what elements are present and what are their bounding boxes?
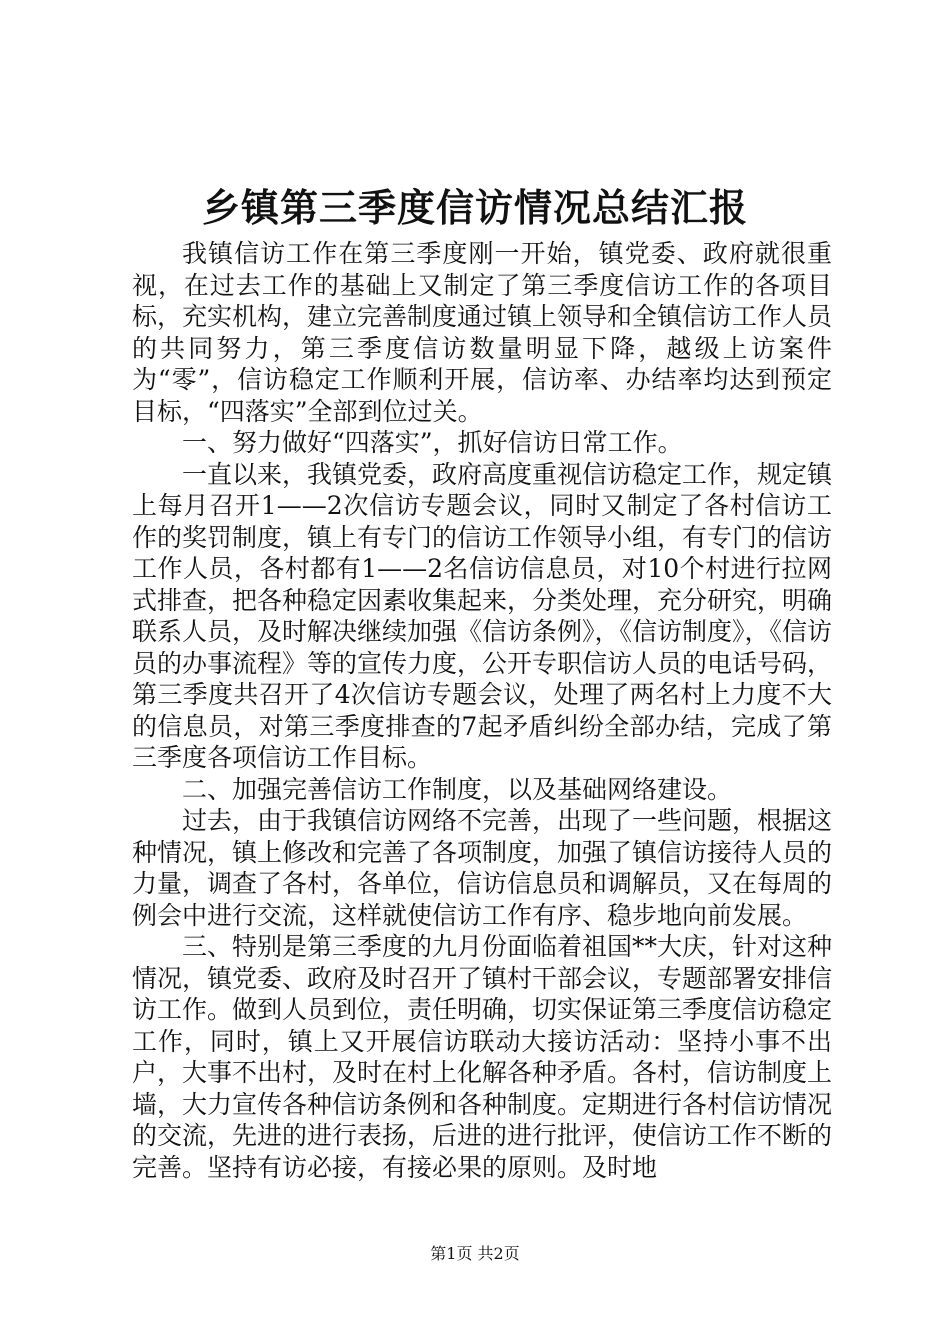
page-footer: 第1页 共2页 [430, 1244, 520, 1263]
paragraph-section-1: 一直以来，我镇党委，政府高度重视信访稳定工作，规定镇上每月召开1——2次信访专题会议，同时又制定了各村信访工作的奖罚制度，镇上有专门的信访工作领导小组，有专门的信访工作人员，各村都有1——2名信访信息员，对10个村进行拉网式排查，把各种稳定因素收集起来，分类处理，充分研究，明确联系人员，及时解决继续加强《信访条例》，《信访制度》，《信访员的办事流程》等的宣传力度，公开专职信访人员的电话号码，第三季度共召开了4次信访专题会议，处理了两名村上力度不大的信息员，对第三季度排查的7起矛盾纠纷全部办结，完成了第三季度各项信访工作目标。 [132, 459, 833, 772]
paragraph-section-3: 三、特别是第三季度的九月份面临着祖国**大庆，针对这种情况，镇党委、政府及时召开了镇村干部会议，专题部署安排信访工作。做到人员到位，责任明确，切实保证第三季度信访稳定工作，同时，镇上又开展信访联动大接访活动：坚持小事不出户，大事不出村，及时在村上化解各种矛盾。各村，信访制度上墙，大力宣传各种信访条例和各种制度。定期进行各村信访情况的交流，先进的进行表扬，后进的进行批评，使信访工作不断的完善。坚持有访必接，有接必果的原则。及时地 [132, 932, 833, 1182]
section-heading-1: 一、努力做好“四落实”，抓好信访日常工作。 [182, 428, 683, 457]
section-heading-2: 二、加强完善信访工作制度，以及基础网络建设。 [182, 774, 733, 804]
document-title: 乡镇第三季度信访情况总结汇报 [201, 185, 748, 230]
paragraph-intro: 我镇信访工作在第三季度刚一开始，镇党委、政府就很重视，在过去工作的基础上又制定了第三季度信访工作的各项目标，充实机构，建立完善制度通过镇上领导和全镇信访工作人员的共同努力，第三季度信访数量明显下降，越级上访案件为“零”，信访稳定工作顺利开展，信访率、办结率均达到预定目标，“四落实”全部到位过关。 [132, 239, 833, 426]
document-body [132, 238, 832, 1183]
paragraph-section-2: 过去，由于我镇信访网络不完善，出现了一些问题，根据这种情况，镇上修改和完善了各项制度，加强了镇信访接待人员的力量，调查了各村，各单位，信访信息员和调解员，又在每周的例会中进行交流，这样就使信访工作有序、稳步地向前发展。 [132, 806, 833, 930]
